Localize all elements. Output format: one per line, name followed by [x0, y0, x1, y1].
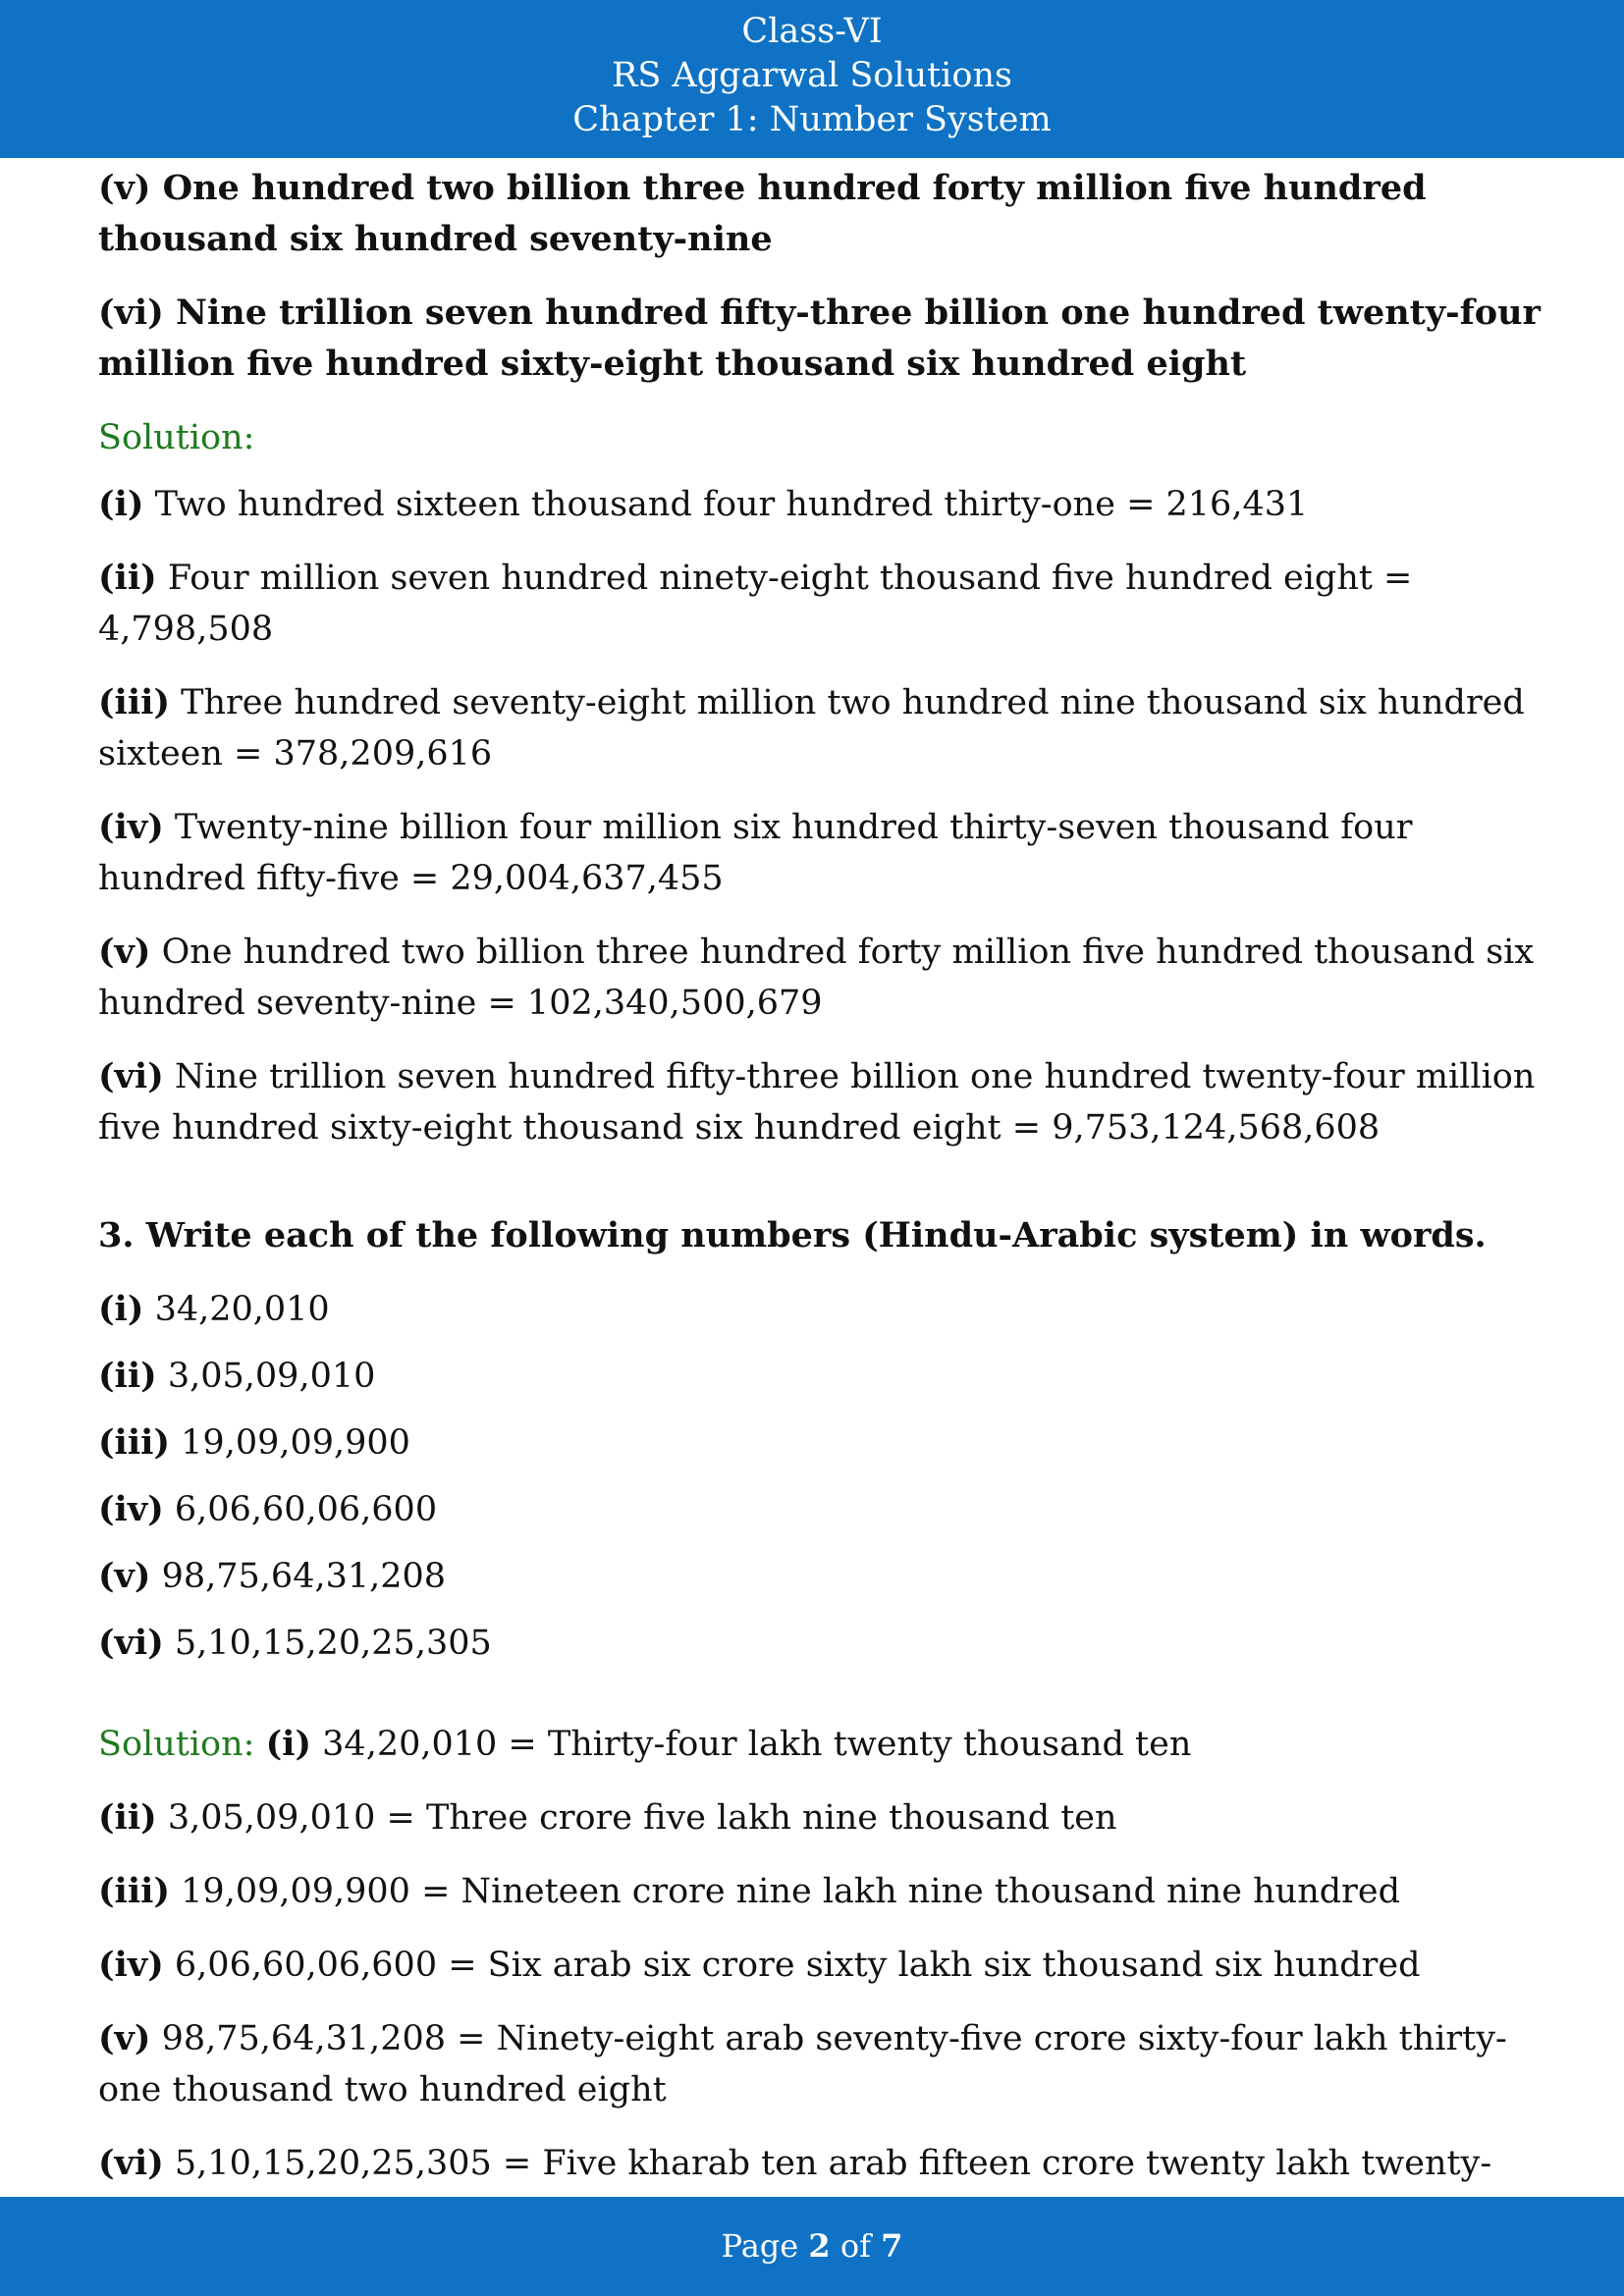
- solution-item: (v) One hundred two billion three hundred forty million five hundred thousand six hundred seventy-nine = 102,340,500,679: [98, 932, 1535, 1023]
- solution-item: (iii) 19,09,09,900 = Nineteen crore nine lakh nine thousand nine hundred: [98, 1871, 1401, 1911]
- solution-item: (ii) 3,05,09,010 = Three crore five lakh nine thousand ten: [98, 1797, 1117, 1838]
- header-chapter: Chapter 1: Number System: [572, 100, 1052, 139]
- question-item: (vi) 5,10,15,20,25,305: [98, 1623, 492, 1663]
- solution-item: Solution: (i) 34,20,010 = Thirty-four lakh twenty thousand ten: [98, 1724, 1192, 1764]
- question-item: (v) One hundred two billion three hundred forty million five hundred thousand six hundred seventy-nine: [98, 168, 1427, 259]
- question-item: (vi) Nine trillion seven hundred fifty-three billion one hundred twenty-four million five hundred sixty-eight thousand six hundred eight: [98, 293, 1541, 384]
- solution-item: (vi) Nine trillion seven hundred fifty-three billion one hundred twenty-four million five hundred sixty-eight thousand six hundred eight = 9,753,124,568,608: [98, 1056, 1536, 1148]
- solution-item: (v) 98,75,64,31,208 = Ninety-eight arab seventy-five crore sixty-four lakh thirty-one thousand two hundred eight: [98, 2018, 1507, 2109]
- page-header: [0, 0, 1624, 158]
- solution-item: (iv) 6,06,60,06,600 = Six arab six crore sixty lakh six thousand six hundred: [98, 1945, 1421, 1985]
- solution-item: (iv) Twenty-nine billion four million six hundred thirty-seven thousand four hundred fifty-five = 29,004,637,455: [98, 807, 1413, 898]
- solution-label: Solution:: [98, 1725, 255, 1764]
- solution-item: (iii) Three hundred seventy-eight million two hundred nine thousand six hundred sixteen = 378,209,616: [98, 682, 1525, 774]
- page-content: [98, 163, 1551, 2263]
- page-footer: Page 2 of 7: [0, 2197, 1624, 2296]
- question-title: 3. Write each of the following numbers (Hindu-Arabic system) in words.: [98, 1215, 1487, 1255]
- page-number: 2: [808, 2227, 831, 2265]
- page-total: 7: [881, 2227, 903, 2265]
- solution-item: (vi) 5,10,15,20,25,305 = Five kharab ten arab fifteen crore twenty lakh twenty-: [98, 2143, 1492, 2183]
- question-item: (iv) 6,06,60,06,600: [98, 1489, 438, 1529]
- question-item: (v) 98,75,64,31,208: [98, 1556, 447, 1596]
- question-item: (i) 34,20,010: [98, 1289, 330, 1329]
- question-item: (iii) 19,09,09,900: [98, 1422, 410, 1463]
- question-item: (ii) 3,05,09,010: [98, 1356, 376, 1396]
- header-book: RS Aggarwal Solutions: [612, 56, 1012, 95]
- solution-item: (ii) Four million seven hundred ninety-eight thousand five hundred eight = 4,798,508: [98, 558, 1413, 649]
- solution-item: (i) Two hundred sixteen thousand four hundred thirty-one = 216,431: [98, 484, 1309, 524]
- header-class: Class-VI: [741, 12, 883, 51]
- solution-label: Solution:: [98, 418, 255, 457]
